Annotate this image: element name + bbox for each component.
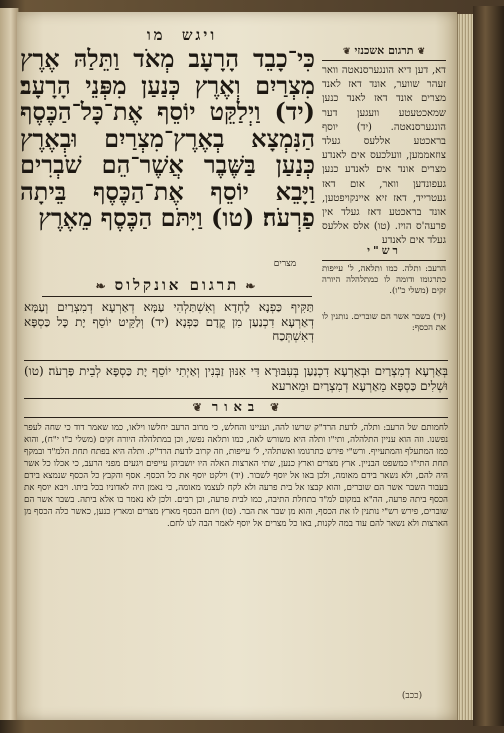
running-head (52, 26, 312, 46)
onkelos-heading (42, 276, 312, 297)
onkelos-heading-text: תרגום אונקלוס (114, 276, 240, 294)
catchword: מצרים (273, 259, 297, 269)
targum-ashkenazi-text: דא, דען דיא הונגערסנאטה וואר זעהר שווער, אונד דאז לאנד מצרים אונד דאז לאנד כנען שמאכטעטע וועגען דער הונגערסנאטה. (יד) יוסף בראכטע אללעס געלד צוזאממען, וועלכעס אים לאנדע מצרים אונד אים לאנדע כנען געפונדען וואר, אום דאז געטרייד, דאז זיא איינקויפטען, אונד בראכטע דאז געלד אין פרעה'ס הויז. (טו) אלס אללעס געלד אים לאנדע (322, 65, 446, 247)
onkelos-continued-text: בְּאַרְעָא דְמִצְרַיִם וּבְאַרְעָא דִכְנַעַן בְּעִבּוּרָא דִּי אִנּוּן זַבְּנִין וְאַיְתִי יוֹסֵף יָת כַּסְפָּא לְבֵית פַּרְעֹה׃ (טו) וּשְׁלִים כַּסְפָּא מֵאַרְעָא דְמִצְרַיִם וּמֵארעא (24, 364, 448, 393)
rashi-text-2: (יד) בשבר אשר הם שוברים. נותנין לו את הכסף: (322, 312, 446, 333)
targum-ashkenazi-heading-text: תרגום אשכנזי (354, 44, 414, 57)
targum-ashkenazi-heading (322, 44, 446, 61)
page-stack-edge (457, 14, 474, 720)
rashi-heading: רש"י (322, 244, 446, 261)
biur-heading-text: באור (211, 400, 261, 415)
biur-commentary-text: לחמותם של הרעב: ותלה, לדעת הרד"ק שרשו להה, ועניינו והחלש, כי מרוב הרעב יחלשו וילאו, כמו שאמר דוד כי שחה לעפר נפשנו. וזה הוא עניין התלהלה, ותי"ו ותלה היא משורש לאה, כמו ותלאה נפשו, וכן במתלהלה היורה זקים (משלי כ"ו י"ח), והוא כמו המתעלף והמתעייף. ורש"י פירש כתרגומו ואשתלהי, ל' עייפות, וזה קרוב לדעת הרד"ק. ותלה היא בפתח תחת הלמ"ד ובמקף תחת התי"ו כמשפט הבניין. ארץ מצרים וארץ כנען, שתי הארצות האלה היו יושביהן עייפים ויגעים מפני הרעב, כי אכלו כל אשר היה להם, ולא נשאר בידם מאומה, ולכן באו אל יוסף לשבור. (יד) וילקט יוסף את כל הכסף. אסף והקבץ כל הכסף שנמצא בידם בעבור השבר אשר הם שוברים, והוא קבצו אל בית פרעה ולא לקח לעצמו מאומה, כי נאמן היה לאדוניו בכל ביתו. ויבא יוסף את הכסף ביתה פרעה, הה"א במקום למ"ד בתחלת התיבה, כמו לבית פרעה, וכן רבים. ולכן לא נאמר בו אלא ביתה. בשבר אשר הם שוברים, פירש רש"י נותנין לו את הכסף, והוא מן שבר את הבר. (טו) ויתם הכסף מארץ מצרים ומארץ כנען, כאשר כלה הכסף מן הארצות ולא נשאר להם עוד במה לקנות, באו כל מצרים אל יוסף לאמר הבה לנו לחם. (24, 423, 448, 530)
signature-mark: (ככב) (401, 691, 423, 701)
onkelos-text: תַּקִּיף כַּפְנָא לַחְדָא וְאִשְׁתַּלְהִי עַמָּא דְאַרְעָא דְמִצְרַיִם וְעַמָּא דְאַרְעָא דִכְנַעַן מִן קֳדָם כַּפְנָא׃ (יד) וְלַקֵּיט יוֹסֵף יָת כָּל כַּסְפָּא דְאִשְׁתְּכַח (24, 300, 314, 343)
parasha-name: ויגש (181, 26, 218, 44)
biur-heading (24, 398, 448, 418)
divider-rule (24, 360, 448, 361)
book-cover-edge (473, 6, 504, 726)
page-number: מו (146, 26, 166, 44)
rashi-text-1: הרעב: ותלה. כמו ותלאה, ל' עייפות כתרגומו ודומה לו כמתלהלה היורה זקים (משלי כ"ו). (322, 264, 446, 296)
torah-verse-text: כִּי־כָבֵד הָרָעָב מְאֹד וַתֵּלַהּ אֶרֶץ מִצְרַיִם וְאֶרֶץ כְּנַעַן מִפְּנֵי הָרָעָב׃ (יד) וַיְלַקֵּט יוֹסֵף אֶת־כָּל־הַכֶּסֶף הַנִּמְצָא בְאֶרֶץ־מִצְרַיִם וּבְאֶרֶץ כְּנַעַן בַּשֶּׁבֶר אֲשֶׁר־הֵם שֹׁבְרִים וַיָּבֵא יוֹסֵף אֶת־הַכֶּסֶף בֵּיתָה פַרְעֹה׃ (טו) וַיִּתֹּם הַכֶּסֶף מֵאֶרֶץ (20, 44, 315, 232)
